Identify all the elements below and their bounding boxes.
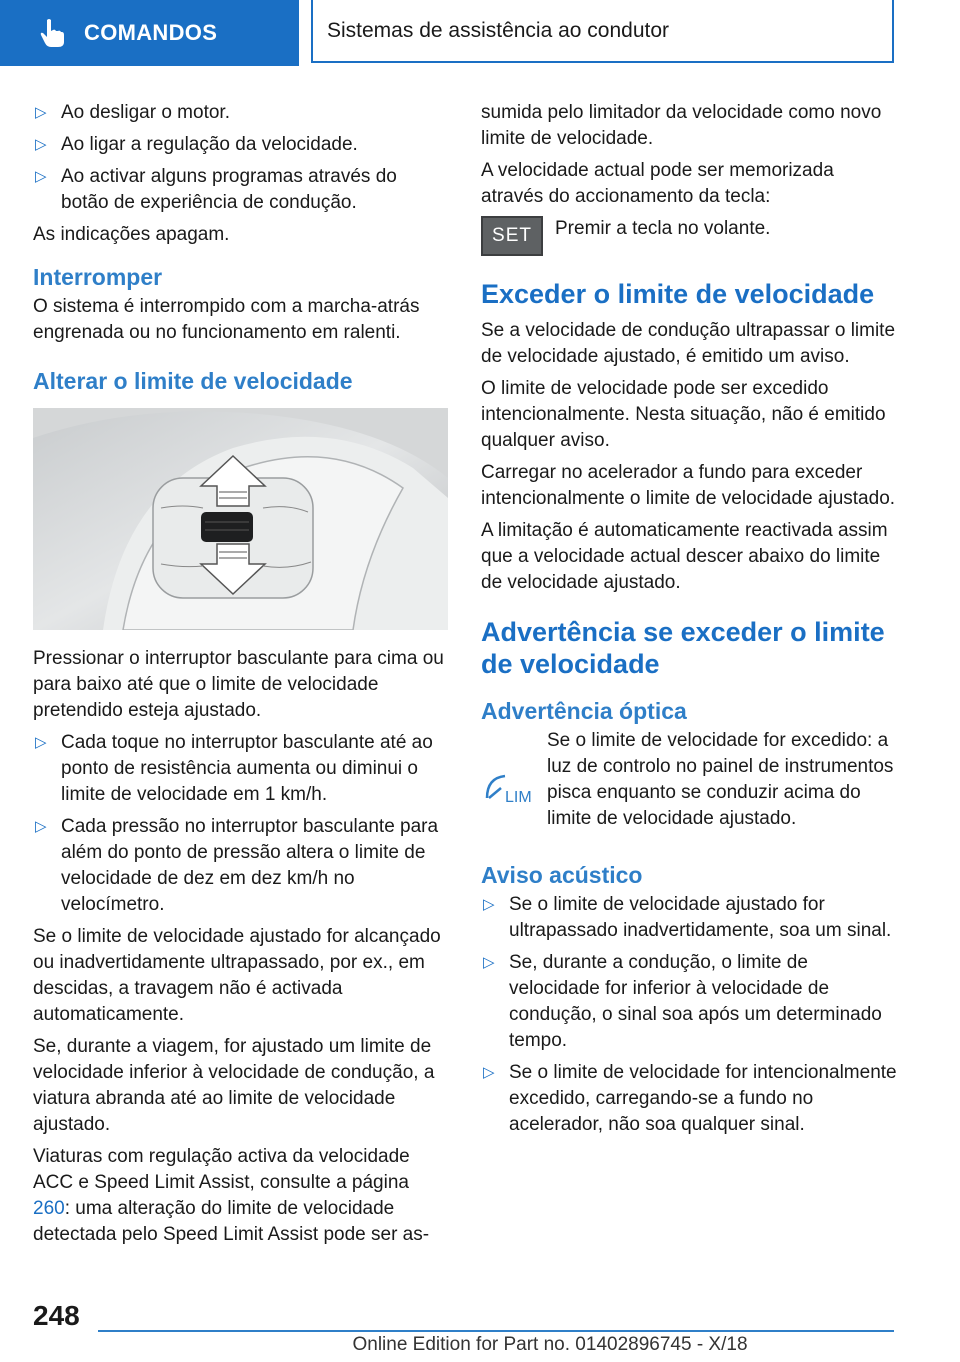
paragraph-exceder-1: Se a velocidade de condução ultrapassar o limite de velocidade ajustado, é emitido um aviso. [481, 320, 896, 367]
chapter-title: Sistemas de assistência ao condutor [327, 18, 670, 42]
set-button-icon: SET [481, 216, 543, 256]
page-link-260[interactable]: 260 [33, 1198, 65, 1219]
paragraph-pressionar: Pressionar o interruptor basculante para cima ou para baixo até que o limite de velocidade pretendido esteja ajustado. [33, 648, 444, 721]
list-item: ▷ Ao desligar o motor. [33, 100, 448, 126]
heading-aviso-acustico: Aviso acústico [481, 862, 643, 888]
paragraph-viaturas-text-end: : uma alteração do limite de velocidade detectada pelo Speed Limit Assist pode ser as- [33, 1198, 430, 1245]
heading-alterar-limite: Alterar o limite de velocidade [33, 368, 353, 394]
list-item: ▷ Se o limite de velocidade ajustado for ultrapassado inadvertidamente, soa um sinal. [481, 892, 899, 944]
footer-divider [98, 1330, 894, 1332]
paragraph-optica: Se o limite de velocidade for excedido: a luz de controlo no painel de instrumentos pisca enquanto se conduzir acima do limite de velocidade ajustado. [547, 730, 894, 829]
optical-warning-block [481, 728, 899, 838]
list-item: ▷ Se, durante a condução, o limite de velocidade for inferior à velocidade de condução, o sinal soa após um determinado tempo. [481, 950, 899, 1054]
paragraph-continuacao: sumida pelo limitador da velocidade como novo limite de velocidade. [481, 102, 882, 149]
paragraph-exceder-4: A limitação é automaticamente reactivada assim que a velocidade actual descer abaixo do limite de velocidade ajustado. [481, 520, 888, 593]
page-number: 248 [33, 1300, 80, 1331]
hand-pointer-icon [38, 18, 66, 48]
steering-wheel-rocker-switch-image [33, 408, 448, 630]
heading-advertencia: Advertência se exceder o limite de velocidade [481, 617, 885, 679]
paragraph-viaturas-text: Viaturas com regulação activa da velocidade ACC e Speed Limit Assist, consulte a página [33, 1146, 410, 1193]
paragraph-exceder-3: Carregar no acelerador a fundo para exceder intencionalmente o limite de velocidade ajustado. [481, 462, 896, 509]
paragraph-memorizada: A velocidade actual pode ser memorizada através do accionamento da tecla: [481, 160, 834, 207]
paragraph-alcancado: Se o limite de velocidade ajustado for alcançado ou inadvertidamente ultrapassado, por ex., em descidas, a travagem não é activada automaticamente. [33, 926, 441, 1025]
list-item: ▷ Ao activar alguns programas através do botão de experiência de condução. [33, 164, 448, 216]
heading-advertencia-optica: Advertência óptica [481, 698, 687, 724]
list-item: ▷ Se o limite de velocidade for intencionalmente excedido, carregando-se a fundo no acelerador, não soa qualquer sinal. [481, 1060, 899, 1138]
bullet-list-top [33, 100, 448, 216]
paragraph-viaturas [33, 1144, 448, 1248]
right-column [481, 100, 899, 1144]
left-column [33, 100, 448, 1254]
speed-limiter-lim-icon [481, 768, 535, 808]
footer-edition: Online Edition for Part no. 01402896745 - X/18 [352, 1334, 748, 1355]
set-instruction [481, 216, 899, 256]
heading-exceder-limite: Exceder o limite de velocidade [481, 279, 875, 309]
heading-interromper: Interromper [33, 264, 163, 290]
bullet-list-mid [33, 730, 448, 918]
chapter-header [311, 0, 894, 63]
bullet-list-acustico [481, 892, 899, 1138]
section-tab [0, 0, 299, 66]
paragraph-viagem: Se, durante a viagem, for ajustado um limite de velocidade inferior à velocidade de condução, a viatura abranda até ao limite de velocidade ajustado. [33, 1036, 435, 1135]
paragraph-exceder-2: O limite de velocidade pode ser excedido intencionalmente. Nesta situação, não é emitido qualquer aviso. [481, 378, 886, 451]
lim-icon-label: LIM [505, 789, 532, 806]
paragraph-interromper: O sistema é interrompido com a marcha-atrás engrenada ou no funcionamento em ralenti. [33, 296, 420, 343]
list-item: ▷ Ao ligar a regulação da velocidade. [33, 132, 448, 158]
section-label: COMANDOS [84, 20, 218, 45]
list-item: ▷ Cada toque no interruptor basculante até ao ponto de resistência aumenta ou diminui o limite de velocidade em 1 km/h. [33, 730, 448, 808]
paragraph-indicacoes: As indicações apagam. [33, 224, 230, 245]
set-instruction-text: Premir a tecla no volante. [555, 218, 771, 239]
list-item: ▷ Cada pressão no interruptor basculante para além do ponto de pressão altera o limite de velocidade de dez em dez km/h no velocímetro. [33, 814, 448, 918]
